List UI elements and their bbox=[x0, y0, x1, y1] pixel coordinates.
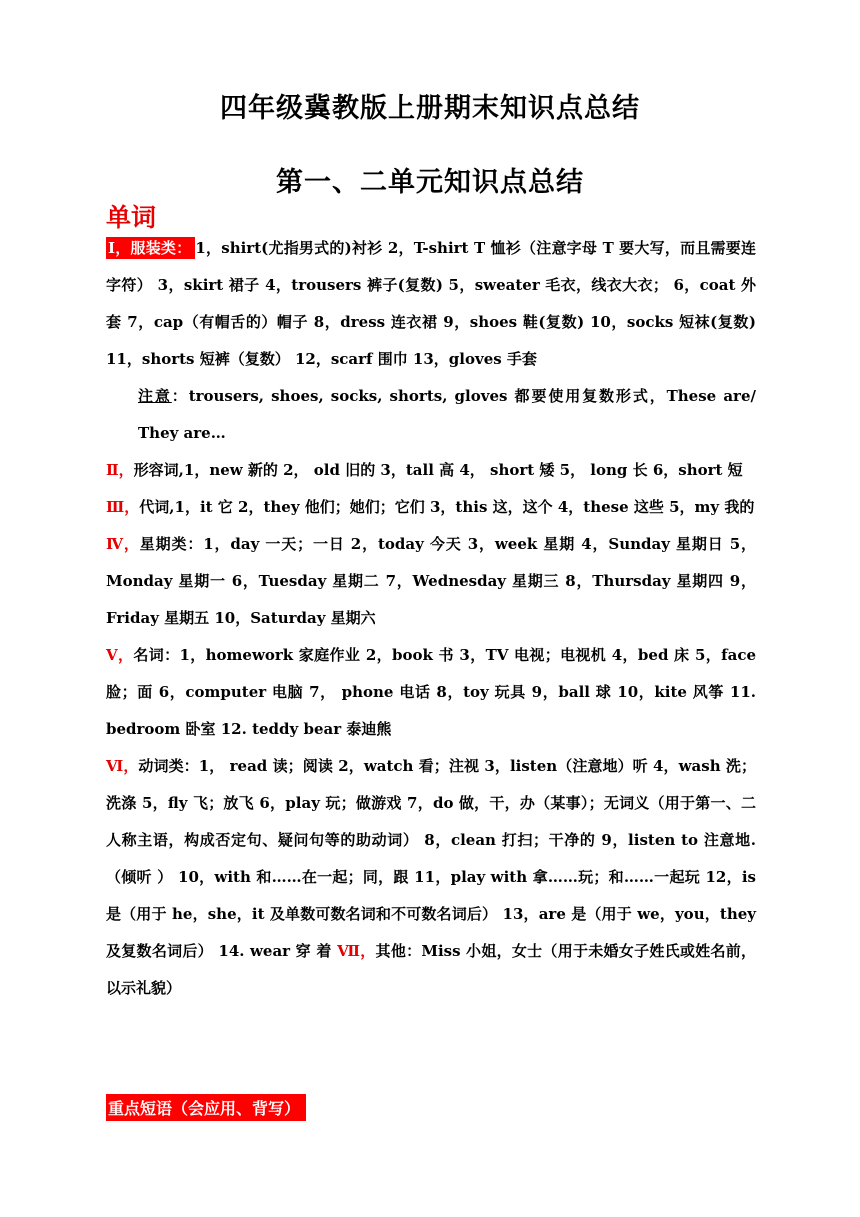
adjectives-paragraph bbox=[106, 452, 756, 489]
weekdays-text: 星期类：1，day 一天；一日 2，today 今天 3，week 星期 4，Sunday 星期日 5，Monday 星期一 6，Tuesday 星期二 7，Wednesday 星期三 8，Thursday 星期四 9，Friday 星期五 10，Saturday 星期六 bbox=[106, 535, 756, 627]
note-text: ：trousers, shoes, socks, shorts, gloves 都要使用复数形式，These are/ They are… bbox=[138, 387, 756, 442]
nouns-text: 名词：1，homework 家庭作业 2，book 书 3，TV 电视；电视机 4，bed 床 5，face 脸；面 6，computer 电脑 7， phone 电话 8，toy 玩具 9，ball 球 10，kite 风筝 11. bedroom 卧室 12. teddy bear 泰迪熊 bbox=[106, 646, 756, 738]
nouns-paragraph bbox=[106, 637, 756, 748]
pronouns-text: 代词,1，it 它 2，they 他们；她们；它们 3，this 这，这个 4，these 这些 5，my 我的 bbox=[139, 498, 755, 516]
clothing-paragraph bbox=[106, 230, 756, 378]
note-paragraph bbox=[106, 378, 756, 452]
adjectives-text: 形容词,1，new 新的 2， old 旧的 3，tall 高 4， short 矮 5， long 长 6，short 短 bbox=[133, 461, 743, 479]
weekdays-paragraph bbox=[106, 526, 756, 637]
clothing-tag: Ⅰ，服装类： bbox=[106, 237, 195, 259]
others-text: 其他：Miss 小姐，女士（用于未婚女子姓氏或姓名前，以示礼貌） bbox=[106, 942, 756, 997]
key-phrases-heading: 重点短语（会应用、背写） bbox=[106, 1094, 306, 1121]
verbs-paragraph bbox=[106, 748, 756, 1007]
others-tag: Ⅶ， bbox=[337, 942, 376, 960]
note-label: 注意 bbox=[138, 387, 172, 405]
pronouns-paragraph bbox=[106, 489, 756, 526]
adjectives-tag: Ⅱ， bbox=[106, 461, 134, 479]
pronouns-tag: Ⅲ， bbox=[106, 498, 140, 516]
verbs-tag: Ⅵ， bbox=[106, 757, 139, 775]
words-heading: 单词 bbox=[106, 203, 157, 232]
vocabulary-body bbox=[106, 230, 756, 1007]
nouns-tag: Ⅴ， bbox=[106, 646, 134, 664]
clothing-text: 1，shirt(尤指男式的)衬衫 2，T-shirt T 恤衫（注意字母 T 要大写，而且需要连字符） 3，skirt 裙子 4，trousers 裤子(复数) 5，sweater 毛衣，线衣大衣； 6，coat 外套 7，cap（有帽舌的）帽子 8，dress 连衣裙 9，shoes 鞋(复数) 10，socks 短袜(复数) 11，shorts 短裤（复数） 12，scarf 围巾 13，gloves 手套 bbox=[106, 239, 756, 368]
section-title: 第一、二单元知识点总结 bbox=[276, 167, 584, 198]
verbs-text: 动词类：1， read 读；阅读 2，watch 看；注视 3，listen（注意地）听 4，wash 洗；洗涤 5，fly 飞；放飞 6，play 玩；做游戏 7，do 做，干，办（某事）；无词义（用于第一、二人称主语，构成否定句、疑问句等的助动词） 8，clean 打扫；干净的 9，listen to 注意地.（倾听 ） 10，with 和……在一起；同，跟 11，play with 拿……玩；和……一起玩 12，is 是（用于 he，she，it 及单数可数名词和不可数名词后） 13，are 是（用于 we，you，they 及复数名词后） 14. wear 穿 着 bbox=[106, 757, 757, 960]
weekdays-tag: Ⅳ， bbox=[106, 535, 140, 553]
document-title: 四年级冀教版上册期末知识点总结 bbox=[220, 93, 640, 124]
